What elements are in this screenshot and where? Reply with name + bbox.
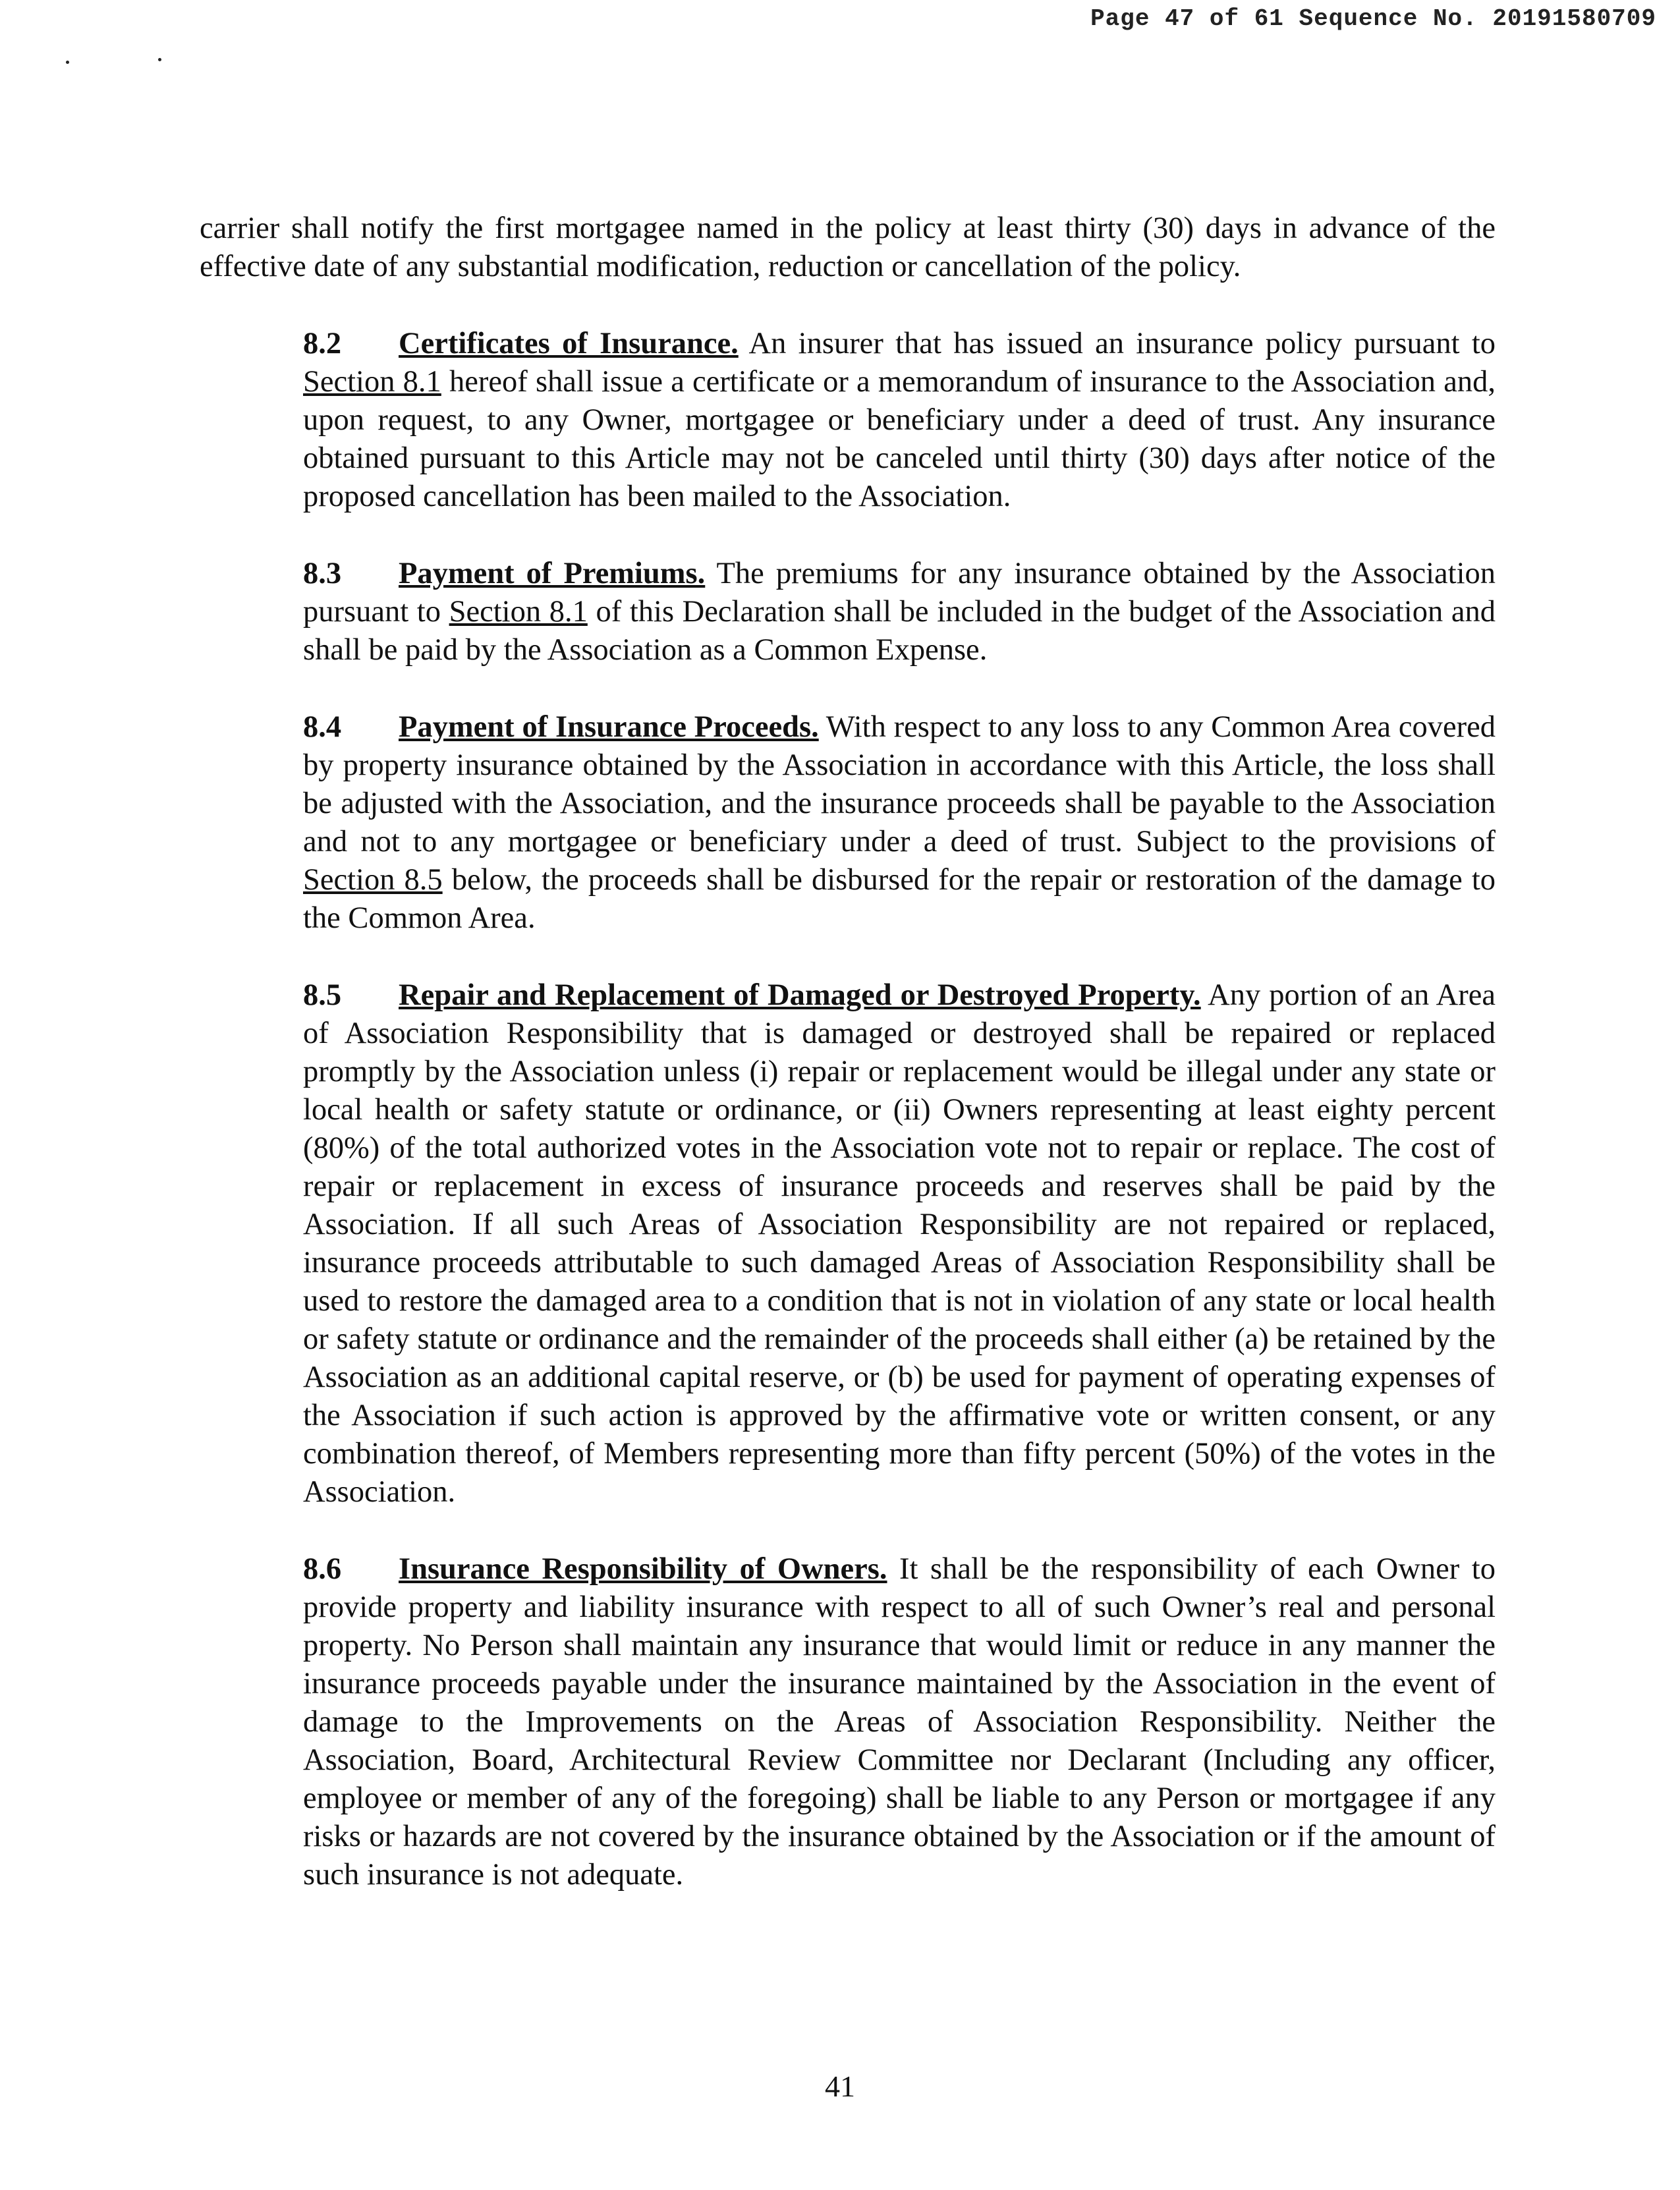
scan-speck (158, 58, 161, 61)
section-reference-8-1: Section 8.1 (449, 595, 588, 629)
section-number: 8.3 (303, 557, 342, 590)
section-8-3 (200, 555, 1496, 669)
section-reference-8-5: Section 8.5 (303, 863, 443, 897)
section-text: hereof shall issue a certificate or a memorandum of insurance to the Association and, upon request, to any Owner, mortgagee or beneficiary under a deed of trust. Any insurance obtained pursuant to this Article may not be canceled until thirty (30) days after notice of the proposed cancellation has been mailed to the Association. (303, 365, 1496, 513)
section-text: The premiums for any insurance obtained by the Association pursuant to (303, 557, 1496, 629)
page-number: 41 (825, 2069, 855, 2103)
section-number: 8.4 (303, 710, 342, 744)
section-title: Insurance Responsibility of Owners. (399, 1552, 887, 1586)
document-body (200, 210, 1496, 1933)
section-reference-8-1: Section 8.1 (303, 365, 441, 399)
section-text: With respect to any loss to any Common Area covered by property insurance obtained by the Association in accordance with this Article, the loss shall be adjusted with the Association, and the insurance proceeds shall be payable to the Association and not to any mortgagee or beneficiary under a deed of trust. Subject to the provisions of (303, 710, 1496, 858)
section-title: Certificates of Insurance. (399, 327, 739, 360)
section-text: Any portion of an Area of Association Responsibility that is damaged or destroyed shall be repaired or replaced promptly by the Association unless (i) repair or replacement would be illegal under any state or local health or safety statute or ordinance, or (ii) Owners representing at least eighty percent (80%) of the total authorized votes in the Association vote not to repair or replace. The cost of repair or replacement in excess of insurance proceeds and reserves shall be paid by the Association. If all such Areas of Association Responsibility are not repaired or replaced, insurance proceeds attributable to such damaged Areas of Association Responsibility shall be used to restore the damaged area to a condition that is not in violation of any state or local health or safety statute or ordinance and the remainder of the proceeds shall either (a) be retained by the Association as an additional capital reserve, or (b) be used for payment of operating expenses of the Association if such action is approved by the affirmative vote or written consent, or any combination thereof, of Members representing more than fifty percent (50%) of the votes in the Association. (303, 978, 1496, 1509)
section-title: Payment of Premiums. (399, 557, 706, 590)
scan-speck (66, 61, 69, 64)
continuation-paragraph (200, 210, 1496, 286)
section-text: An insurer that has issued an insurance policy pursuant to (738, 327, 1496, 360)
section-title: Payment of Insurance Proceeds. (399, 710, 819, 744)
page-sequence-stamp: Page 47 of 61 Sequence No. 20191580709 (1090, 5, 1656, 32)
section-text: of this Declaration shall be included in the budget of the Association and shall be paid by the Association as a Common Expense. (303, 595, 1496, 667)
section-number: 8.2 (303, 327, 342, 360)
section-number: 8.5 (303, 978, 342, 1012)
section-text: It shall be the responsibility of each Owner to provide property and liability insurance with respect to all of such Owner’s real and personal property. No Person shall maintain any insurance that would limit or reduce in any manner the insurance proceeds payable under the insurance maintained by the Association in the event of damage to the Improvements on the Areas of Association Responsibility. Neither the Association, Board, Architectural Review Committee nor Declarant (Including any officer, employee or member of any of the foregoing) shall be liable to any Person or mortgagee if any risks or hazards are not covered by the insurance obtained by the Association or if the amount of such insurance is not adequate. (303, 1552, 1496, 1892)
section-8-4 (200, 708, 1496, 938)
section-number: 8.6 (303, 1552, 342, 1586)
section-title: Repair and Replacement of Damaged or Destroyed Property. (399, 978, 1201, 1012)
section-8-6 (200, 1550, 1496, 1894)
continuation-text: carrier shall notify the first mortgagee named in the policy at least thirty (30) days in advance of the effective date of any substantial modification, reduction or cancellation of the policy. (200, 211, 1496, 283)
section-8-5 (200, 976, 1496, 1511)
section-8-2 (200, 325, 1496, 516)
section-text: below, the proceeds shall be disbursed for the repair or restoration of the damage to the Common Area. (303, 863, 1496, 935)
